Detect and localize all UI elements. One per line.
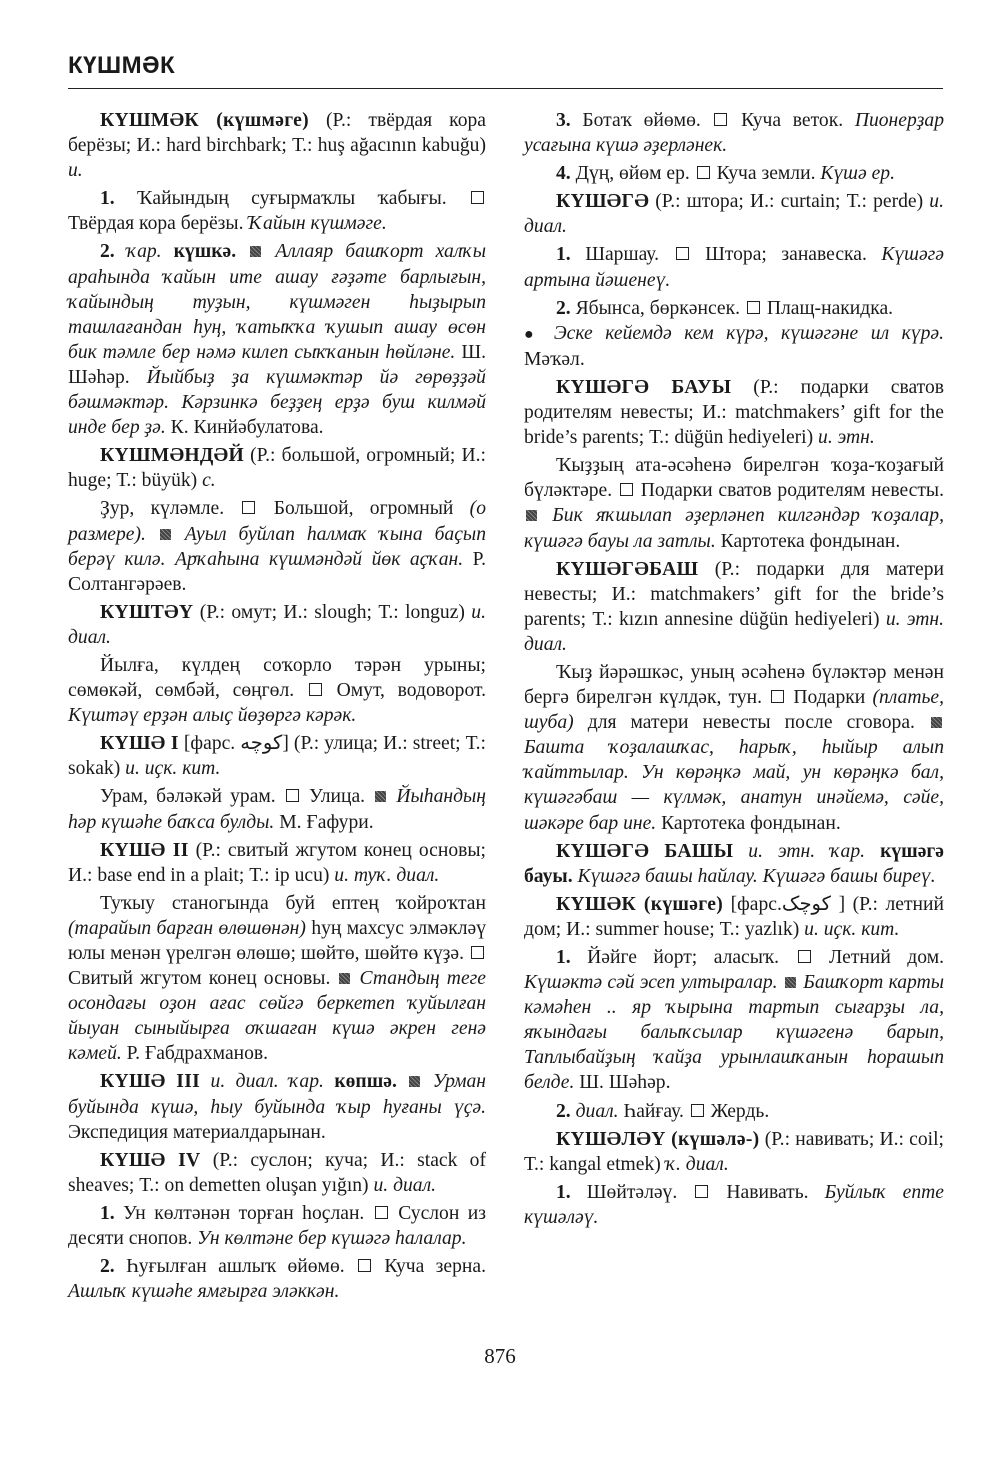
citation-marker-icon (375, 791, 386, 802)
entry-kushtau (68, 600, 486, 650)
citation-marker-icon (409, 1076, 420, 1087)
citation: Бик яҡшылап әҙерләнеп килгәндәр ҡоҙалар, күшәгә бауы ла затлы. (524, 505, 944, 552)
gloss: (Р.: свитый жгутом конец основы; И.: base end in a plait; Т.: ip ucu) (68, 839, 486, 886)
gloss: ] (Р.: летний дом; И.: summer house; Т.: yazlık) (524, 893, 945, 940)
sense (524, 296, 944, 372)
entry-kusha-3 (68, 1069, 486, 1144)
example: Күштәү ерҙән алыҫ йөҙөргә кәрәк. (68, 705, 357, 727)
example: Күшәгә башы һайлау. Күшәгә башы биреү. (577, 865, 936, 887)
sense-number: 1. (556, 1181, 571, 1203)
translation-marker-icon (471, 191, 484, 204)
definition: һуң махсус элмәкләү юлы менән үрелгән өлөшө; шөйтө, шөйтө күҙә. (68, 917, 487, 964)
sense (524, 1180, 944, 1230)
citation: Аллаяр башҡорт халҡы араһында ҡайын ите ашау ғәҙәте барлығын, ҡайындың туҙын, күшмәген һыҙырып ташлағандан һуң, ҡатыҡҡа ҡушып ашау өсөн бик тәмле бер нәмә килеп сыҡҡанын һөйләне. (68, 241, 486, 363)
example: Пионерҙар усағына күшә әҙерләнек. (524, 110, 945, 157)
sense-number: 2. (556, 1100, 571, 1122)
citation-source: Р. Солтангәрәев. (68, 548, 486, 595)
entry-kushmandai (68, 443, 486, 493)
sense (524, 453, 944, 553)
entry-kushak: КҮШӘК (күшәге) [фарс.کوچک ] (Р.: летний дом; И.: summer house; Т.: yazlık) и. иҫк. кит. (524, 893, 945, 940)
grammar-label: и. этн. ҡар. (748, 840, 866, 862)
gloss: (Р.: штора; И.: curtain; Т.: perde) (649, 191, 930, 213)
header-rule (68, 88, 943, 89)
definition: Ҡыҙҙың ата-әсәһенә бирелгән ҡоҙа-ҡоҙағый бүләктәре. (524, 455, 944, 502)
entry-kusha-1: КҮШӘ I [фарс. كوچه] (Р.: улица; И.: street; Т.: sokak) и. иҫк. кит. (68, 733, 486, 780)
translation: Летний дом. (828, 947, 944, 968)
proverb-bullet-icon: ● (524, 325, 542, 343)
translation: Подарки (793, 687, 873, 709)
gloss: (Р.: твёрдая кора берёзы; И.: hard birchbark; Т.: huş ağacının kabuğu) (68, 110, 486, 157)
translation: Куча веток. (741, 110, 855, 131)
definition: Шөйтәләү. (570, 1181, 694, 1203)
page-number: 876 (484, 1344, 516, 1368)
definition: Ҡайындың суғырмаҡлы ҡабығы. (114, 188, 469, 210)
sense (524, 242, 944, 292)
sense-number: 3. (556, 110, 571, 131)
grammar-label: и. этн. (818, 427, 875, 449)
entry-kushaga-bashy (524, 839, 944, 889)
citation-source: Картотека фондынан. (656, 812, 841, 834)
translation: для матери невесты после сговора. (573, 712, 929, 734)
headword: КҮШМӘК (күшмәге) (100, 110, 309, 131)
translation: Навивать. (726, 1181, 825, 1203)
citation-source: Ш. Шәһәр. (574, 1072, 671, 1094)
headword: КҮШӘ II (100, 839, 189, 861)
citation-source: К. Кинйәбулатова. (165, 417, 324, 439)
grammar-label: ҡар. (126, 241, 162, 263)
headword: КҮШӘГӘ (556, 191, 650, 213)
grammar-label: и. (68, 160, 83, 182)
sense (68, 186, 486, 236)
headword: КҮШӘЛӘҮ (күшәлә-) (556, 1128, 760, 1150)
grammar-label: и. этн. диал. (524, 608, 945, 655)
gloss: (Р.: большой, огромный; И.: huge; Т.: büyük) (68, 445, 486, 492)
example: Ашлыҡ күшәһе ямғырға эләккән. (68, 1281, 340, 1303)
entry-kushmak (68, 108, 486, 183)
translation-marker-icon (286, 789, 299, 802)
definition: Урам, бәләкәй урам. (100, 786, 284, 808)
etymon: کوچک (781, 893, 832, 915)
grammar-label: и. иҫк. кит. (804, 918, 900, 940)
note: (тарайып барған өлөшөнән) (68, 917, 306, 939)
translation-marker-icon (309, 683, 322, 696)
citation-source: Р. Ғабдрахманов. (121, 1043, 269, 1065)
example: Буйлыҡ епте күшәләү. (524, 1181, 945, 1228)
definition: Шаршау. (570, 244, 674, 266)
sense-number: 2. (100, 241, 115, 263)
gloss: (Р.: подарки сватов родителям невесты; И.: matchmakers’ gift for the bride’s parents; Т.: düğün hediyeleri) (524, 376, 945, 449)
translation: Куча земли. (716, 163, 821, 185)
note: (о размере). (68, 498, 486, 545)
cross-reference: күшкә. (173, 241, 237, 263)
headword: КҮШӘ III (100, 1071, 201, 1093)
example: Күшәктә сәй эсеп ултыралар. (524, 972, 783, 994)
translation-marker-icon (697, 166, 710, 179)
citation: Урман буйында күшә, һыу буйында ҡыр һуғаны үҫә. (68, 1071, 487, 1118)
right-column (524, 108, 944, 1230)
translation-marker-icon (798, 950, 811, 963)
example: Ҡайын күшмәге. (248, 213, 387, 235)
sense (524, 108, 944, 158)
sense-number: 2. (556, 297, 571, 319)
citation-marker-icon (339, 973, 350, 984)
translation: Свитый жгутом конец основы. (68, 968, 338, 990)
entry-kushalau (524, 1127, 944, 1177)
headword: КҮШӘГӘ БАШЫ (556, 840, 734, 862)
entry-kushaga (524, 189, 944, 239)
translation: Омут, водоворот. (336, 680, 486, 702)
etymon: كوچه (240, 733, 283, 755)
definition: Һайғау. (618, 1100, 689, 1122)
citation: Башҡорт карты кәмәһен .. яр ҡырына тартып сығарҙы ла, яҡындағы балыҡсылар күшәгенә барып, Таплыбайҙың ҡайҙа урынлашҡанын һорашып белде. (524, 972, 944, 1094)
translation-marker-icon (242, 501, 255, 514)
citation: Ауыл буйлап һалмаҡ ҡына баҫып берәү килә. Арҡаһына күшмәндәй йөк аҫҡан. (68, 523, 486, 570)
translation: Суслон из десяти снопов. (68, 1202, 486, 1250)
citation-source: Экспедиция материалдарынан. (68, 1121, 326, 1143)
grammar-label: диал. (575, 1100, 619, 1122)
definition: Йылға, күлдең соҡорло тәрән урыны; сөмөкәй, сөмбәй, сөңгөл. (68, 654, 486, 702)
definition: Ҙур, күләмле. (100, 498, 241, 520)
sense (68, 891, 486, 1067)
citation-source: М. Ғафури. (274, 811, 374, 833)
headword: КҮШӘК (күшәге) (556, 893, 724, 915)
sense (524, 945, 944, 1096)
grammar-label: ҡ. диал. (665, 1153, 729, 1175)
sense (524, 660, 944, 836)
grammar-label: и. иҫк. кит. (125, 758, 221, 780)
translation-marker-icon (358, 1259, 371, 1272)
note: (платье, шуба) (524, 687, 945, 734)
example: Ун көлтәне бер күшәгә һалалар. (197, 1228, 467, 1250)
translation: Штора; занавеска. (705, 244, 882, 266)
gloss: (Р.: суслон; куча; И.: stack of sheaves; Т.: on demetten oluşan yığın) (68, 1149, 486, 1196)
translation: Плащ-накидка. (766, 297, 894, 319)
cross-reference: көпшә. (334, 1071, 397, 1093)
translation: Куча зерна. (384, 1256, 486, 1278)
grammar-label: и. диал. (68, 601, 486, 648)
proverb: Эске кейемдә кем күрә, күшәгәне ил күрә. (541, 322, 944, 344)
sense (524, 1099, 944, 1124)
headword: КҮШӘГӘБАШ (556, 558, 699, 580)
sense-number: 2. (100, 1256, 115, 1278)
translation-marker-icon (714, 113, 727, 126)
definition: Ун көлтәнән торған һоҫлан. (114, 1202, 373, 1224)
headword: КҮШТӘҮ (100, 601, 194, 623)
definition: Ҡыҙ йәрәшкәс, уның әсәһенә бүләктәр менән бергә бирелгән күлдәк, тун. (524, 661, 944, 709)
entry-kusha-2 (68, 838, 486, 888)
translation-marker-icon (747, 301, 760, 314)
entry-kushaga-bauy (524, 375, 944, 450)
grammar-label: с. (202, 470, 216, 492)
sense (68, 1201, 486, 1251)
translation-marker-icon (691, 1104, 704, 1117)
cross-reference: күшәгә бауы. (524, 840, 944, 887)
sense-number: 1. (556, 947, 571, 968)
sense (68, 1254, 486, 1304)
left-column (68, 108, 486, 1304)
translation-marker-icon (375, 1206, 388, 1219)
headword: КҮШӘ I (100, 733, 179, 755)
citation: Йыһандың һәр күшәһе баҡса булды. (68, 786, 487, 833)
translation-marker-icon (676, 247, 689, 260)
translation-marker-icon (471, 946, 484, 959)
sense (524, 161, 944, 186)
running-head: КҮШМӘК (68, 52, 176, 79)
translation: Жердь. (710, 1100, 770, 1122)
entry-kushagabash (524, 557, 944, 657)
citation-marker-icon (526, 510, 537, 521)
citation: Башта ҡоҙалашҡас, һарыҡ, һыйыр алып ҡайттылар. Ун көрәңкә май, ун көрәңкә бал, күшәгәбаш — күлмәк, анатун инәйемә, сәйе, шәкәре бар ине. (524, 737, 944, 834)
definition: Ботаҡ өйөмө. (570, 110, 713, 131)
citation-source: Картотека фондынан. (715, 530, 901, 552)
definition: Дүң, өйөм ер. (570, 163, 695, 185)
sense-number: 4. (556, 163, 571, 185)
citation-source: Ш. Шәһәр. (68, 341, 486, 388)
example: Күшә ер. (820, 163, 895, 185)
sense-number: 1. (100, 1202, 115, 1224)
translation-marker-icon (695, 1185, 708, 1198)
definition: Йәйге йорт; аласыҡ. (570, 947, 796, 968)
citation-marker-icon (931, 717, 942, 728)
translation-marker-icon (771, 690, 784, 703)
sense (68, 239, 486, 440)
definition: Ябынса, бөркәнсек. (570, 297, 745, 319)
translation: Твёрдая кора берёзы. (68, 213, 249, 235)
citation-marker-icon (785, 977, 796, 988)
headword: КҮШМӘНДӘЙ (100, 445, 244, 467)
gloss: (Р.: подарки для матери невесты; И.: matchmakers’ gift for the bride’s parents; Т.: kızın annesine düğün hediyeleri) (524, 558, 944, 630)
headword: КҮШӘ IV (100, 1149, 201, 1171)
citation: Стандың теге осондағы оҙон ағас сөйгә беркетеп ҡуйылған йыуан сыныйырға оҡшаған күшә әкрен генә кәмей. (68, 968, 486, 1065)
grammar-label: и. диал. (524, 191, 944, 238)
example: Күшәгә артына йәшенеү. (524, 244, 944, 291)
sense-number: 1. (100, 188, 115, 210)
sense (68, 653, 486, 728)
grammar-label: и. диал. (373, 1174, 437, 1196)
grammar-label: и. туҡ. диал. (334, 864, 440, 886)
gloss: (Р.: навивать; И.: coil; Т.: kangal etmek) (524, 1128, 944, 1175)
translation: Большой, огромный (273, 498, 470, 520)
sense-number: 1. (556, 244, 571, 266)
headword: КҮШӘГӘ БАУЫ (556, 376, 732, 398)
citation-marker-icon (250, 246, 261, 257)
definition: Туҡыу станогында буй ептең ҡойроҡтан (100, 892, 486, 914)
sense (68, 784, 486, 834)
translation: Подарки сватов родителям невесты. (640, 480, 944, 502)
translation: Улица. (309, 786, 374, 808)
gloss: ] (Р.: улица; И.: street; Т.: sokak) (68, 733, 486, 780)
sense (68, 496, 486, 596)
citation-marker-icon (160, 529, 171, 540)
grammar-label: и. диал. ҡар. (210, 1071, 324, 1093)
entry-kusha-4 (68, 1148, 486, 1198)
translation-marker-icon (620, 483, 633, 496)
citation-source: Мәҡәл. (524, 348, 585, 370)
citation: Йыйбыҙ ҙа күшмәктәр йә гөрөҙҙәй бәшмәктәр. Кәрзинкә беҙҙең ерҙә буш килмәй инде бер ҙә. (68, 366, 486, 439)
definition: Һуғылған ашлыҡ өйөмө. (114, 1256, 357, 1278)
gloss: (Р.: омут; И.: slough; Т.: longuz) (193, 601, 472, 623)
